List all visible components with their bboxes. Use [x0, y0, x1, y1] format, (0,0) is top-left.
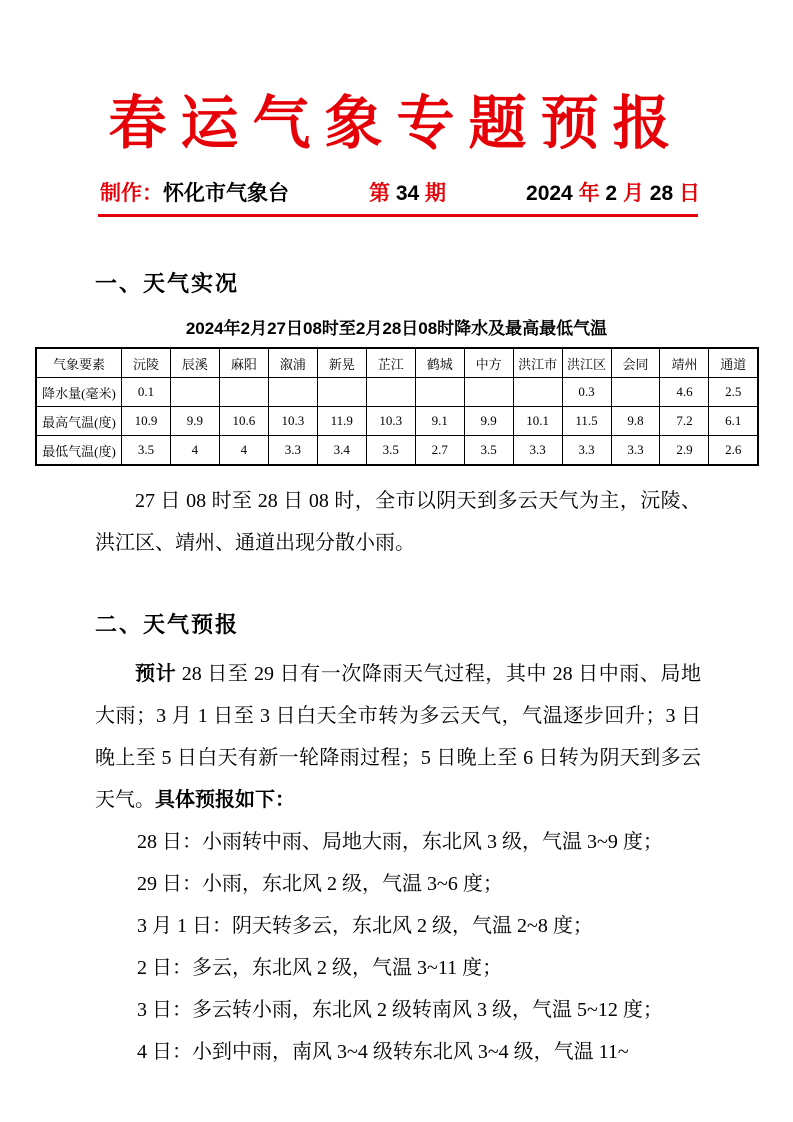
table-cell: 0.1 — [122, 378, 171, 407]
section-2-heading: 二、天气预报 — [95, 612, 240, 638]
table-header-cell: 芷江 — [366, 348, 415, 378]
observation-paragraph: 27 日 08 时至 28 日 08 时，全市以阴天到多云天气为主，沅陵、洪江区、靖州、通道出现分散小雨。 — [95, 490, 701, 555]
table-row — [36, 378, 758, 407]
table-cell — [513, 378, 562, 407]
weather-table-title: 2024年2月27日08时至2月28日08时降水及最高最低气温 — [185, 319, 608, 339]
table-cell: 3.4 — [317, 436, 366, 466]
forecast-intro-lead: 预计 — [135, 663, 177, 686]
table-header-cell: 靖州 — [660, 348, 709, 378]
table-cell: 2.5 — [709, 378, 758, 407]
forecast-item-28: 28 日：小雨转中雨、局地大雨，东北风 3 级，气温 3~9 度； — [137, 831, 663, 854]
weather-table — [35, 347, 759, 466]
issue-suffix: 期 — [425, 182, 447, 206]
table-header-cell: 洪江区 — [562, 348, 611, 378]
table-cell: 10.1 — [513, 407, 562, 436]
table-row — [36, 407, 758, 436]
table-cell: 4.6 — [660, 378, 709, 407]
table-cell: 9.9 — [170, 407, 219, 436]
table-cell — [317, 378, 366, 407]
document-title: 春运气象专题预报 — [108, 89, 685, 157]
table-cell: 10.3 — [268, 407, 317, 436]
table-cell: 11.9 — [317, 407, 366, 436]
table-cell: 6.1 — [709, 407, 758, 436]
date-day-unit: 日 — [679, 182, 700, 206]
table-cell: 4 — [219, 436, 268, 466]
forecast-intro-paragraph — [95, 653, 701, 821]
table-cell — [170, 378, 219, 407]
forecast-list — [0, 821, 793, 1073]
date-field — [526, 177, 700, 207]
document-meta-row — [100, 177, 700, 207]
table-cell: 3.5 — [122, 436, 171, 466]
maker-field — [100, 177, 289, 207]
table-cell: 3.3 — [562, 436, 611, 466]
table-cell: 0.3 — [562, 378, 611, 407]
table-cell: 2.9 — [660, 436, 709, 466]
table-cell — [464, 378, 513, 407]
forecast-item-mar2: 2 日：多云，东北风 2 级，气温 3~11 度； — [137, 957, 503, 980]
table-cell: 9.9 — [464, 407, 513, 436]
table-cell: 3.3 — [611, 436, 660, 466]
table-cell — [611, 378, 660, 407]
issue-number: 34 — [395, 182, 420, 206]
table-cell — [366, 378, 415, 407]
table-cell — [415, 378, 464, 407]
date-month-unit: 月 — [622, 182, 644, 206]
table-cell: 3.5 — [366, 436, 415, 466]
table-cell: 11.5 — [562, 407, 611, 436]
issue-prefix: 第 — [368, 182, 390, 206]
table-header-cell: 溆浦 — [268, 348, 317, 378]
table-header-cell: 新晃 — [317, 348, 366, 378]
table-cell: 3.5 — [464, 436, 513, 466]
table-header-cell: 会同 — [611, 348, 660, 378]
table-cell: 3.3 — [513, 436, 562, 466]
table-header-cell: 中方 — [464, 348, 513, 378]
table-header-cell: 麻阳 — [219, 348, 268, 378]
table-cell: 9.8 — [611, 407, 660, 436]
forecast-item-29: 29 日：小雨，东北风 2 级，气温 3~6 度； — [137, 873, 503, 896]
red-divider — [98, 214, 698, 217]
forecast-item-mar4: 4 日：小到中雨，南风 3~4 级转东北风 3~4 级，气温 11~ — [137, 1041, 629, 1064]
table-cell: 10.6 — [219, 407, 268, 436]
table-cell: 3.3 — [268, 436, 317, 466]
maker-name: 怀化市气象台 — [163, 182, 289, 206]
issue-field — [369, 177, 446, 207]
forecast-intro-body: 28 日至 29 日有一次降雨天气过程，其中 28 日中雨、局地大雨；3 月 1 日至 3 日白天全市转为多云天气，气温逐步回升；3 日晚上至 5 日白天有新一轮降雨过程；5 日晚上至 6 日转为阴天到多云天气。 — [95, 663, 702, 812]
table-header-cell: 鹤城 — [415, 348, 464, 378]
forecast-intro-tail: 具体预报如下： — [155, 789, 295, 812]
table-header-cell: 洪江市 — [513, 348, 562, 378]
table-cell: 10.3 — [366, 407, 415, 436]
date-year: 2024 — [526, 182, 573, 206]
table-row-label: 最低气温(度) — [36, 436, 122, 466]
forecast-item-mar1: 3 月 1 日：阴天转多云，东北风 2 级，气温 2~8 度； — [137, 915, 593, 938]
table-row — [36, 436, 758, 466]
table-header-cell: 通道 — [709, 348, 758, 378]
date-month: 2 — [605, 182, 618, 206]
table-header-row — [36, 348, 758, 378]
table-cell: 4 — [170, 436, 219, 466]
table-cell: 9.1 — [415, 407, 464, 436]
table-cell — [268, 378, 317, 407]
table-cell: 2.7 — [415, 436, 464, 466]
table-cell: 7.2 — [660, 407, 709, 436]
section-1-heading: 一、天气实况 — [95, 271, 240, 297]
table-cell: 10.9 — [122, 407, 171, 436]
table-cell: 2.6 — [709, 436, 758, 466]
forecast-item-mar3: 3 日：多云转小雨，东北风 2 级转南风 3 级，气温 5~12 度； — [137, 999, 663, 1022]
date-day: 28 — [649, 182, 674, 206]
table-header-cell: 辰溪 — [170, 348, 219, 378]
maker-label: 制作： — [100, 182, 163, 206]
table-header-cell: 气象要素 — [36, 348, 122, 378]
table-header-cell: 沅陵 — [122, 348, 171, 378]
table-cell — [219, 378, 268, 407]
table-row-label: 降水量(毫米) — [36, 378, 122, 407]
date-year-unit: 年 — [578, 182, 600, 206]
table-row-label: 最高气温(度) — [36, 407, 122, 436]
